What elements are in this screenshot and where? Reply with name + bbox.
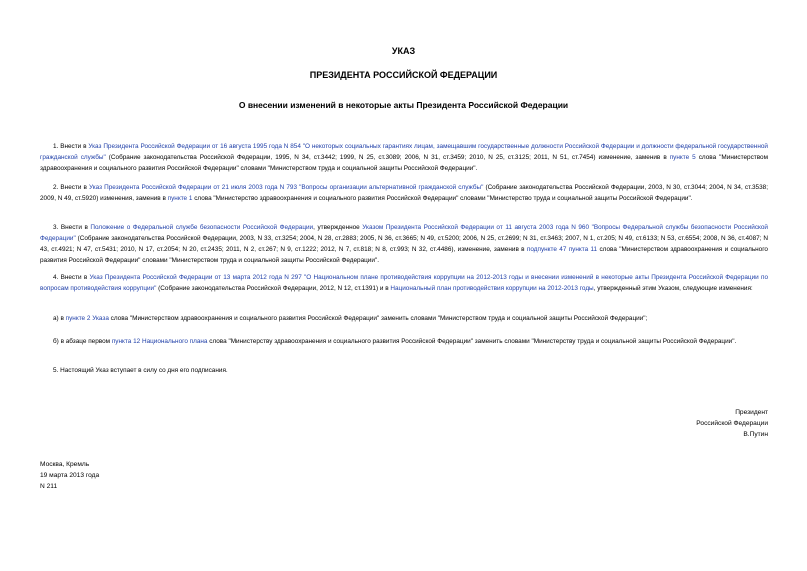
meta-number: N 211	[40, 483, 58, 491]
item-4-text-c: , утвержденный этим Указом, следующие изменения:	[593, 285, 753, 293]
item-4b-text-b: слова "Министерству здравоохранения и социального развития Российской Федерации" заменить словами "Министерству труда и социальной защиты Российской Федерации".	[207, 338, 737, 345]
meta-date: 19 марта 2013 года	[40, 472, 100, 480]
item-3-paragraph	[40, 222, 768, 266]
item-5-text: 5. Настоящий Указ вступает в силу со дня его подписания.	[53, 367, 228, 374]
item-1-text-a: 1. Внести в	[53, 143, 89, 150]
item-2-link-decree-793[interactable]: Указ Президента Российской Федерации от 21 июля 2003 года N 793 "Вопросы организации альтернативной гражданской службы"	[88, 184, 484, 191]
item-4-link-national-plan[interactable]: Национальный план противодействия коррупции на 2012-2013 годы	[390, 285, 594, 293]
item-4a-text-b: слова "Министерством здравоохранения и социального развития Российской Федерации" заменить словами "Министерством труда и социальной защиты Российской Федерации";	[108, 315, 648, 322]
doc-title: УКАЗ	[391, 46, 416, 56]
item-2-link-point-1[interactable]: пункте 1	[167, 195, 193, 203]
signature-name: В.Путин	[743, 431, 768, 439]
item-3-link-decree-960[interactable]: Указом Президента Российской Федерации от 11 августа 2003 года N 960 "Вопросы Федеральной службы безопасности Российской Федерации"	[40, 224, 769, 243]
doc-issuer: ПРЕЗИДЕНТА РОССИЙСКОЙ ФЕДЕРАЦИИ	[309, 70, 498, 80]
item-4-link-decree-297[interactable]: Указ Президента Российской Федерации от 13 марта 2012 года N 297 "О Национальном плане противодействия коррупции на 2012-2013 годы и внесении изменений в некоторые акты Президента Российской Федерации по вопросам противодействия коррупции"	[40, 274, 768, 293]
item-4-paragraph	[40, 272, 768, 294]
item-3-text-c: (Собрание законодательства Российской Федерации, 2003, N 33, ст.3254; 2004, N 28, ст.2883; 2005, N 36, ст.3665; N 49, ст.5200; 2006, N 25, ст.2699; N 31, ст.3463; 2007, N 1, ст.205; N 49, ст.6133; N 53, ст.6554; 2008, N 36, ст.4087; N 43, ст.4921; N 47, ст.5431; 2010, N 17, ст.2054; N 20, ст.2435; 2011, N 2, ст.267; N 9, ст.1222; 2012, N 7, ст.818; N 8, ст.993; N 32, ст.4486), изменение, заменив в	[40, 235, 768, 254]
item-3-link-fsb-regulation[interactable]: Положение о Федеральной службе безопасности Российской Федерации	[90, 224, 314, 231]
item-4b-paragraph	[40, 336, 768, 347]
item-2-text-a: 2. Внести в	[53, 184, 89, 191]
item-3-text-d: слова "Министерством здравоохранения и социального развития Российской Федерации" словами "Министерством труда и социальной защиты Российской Федерации".	[40, 246, 768, 265]
item-1-link-point-5[interactable]: пункте 5	[669, 154, 696, 162]
signature-country: Российской Федерации	[696, 420, 768, 428]
document-meta	[40, 459, 99, 493]
item-4-text-b: (Собрание законодательства Российской Федерации, 2012, N 12, ст.1391) и в	[156, 285, 391, 293]
doc-subject: О внесении изменений в некоторые акты Президента Российской Федерации	[238, 100, 569, 110]
item-1-text-c: слова "Министерством здравоохранения и социального развития Российской Федерации" словами "Министерством труда и социальной защиты Российской Федерации".	[40, 154, 768, 173]
item-3-text-a: 3. Внести в	[53, 224, 91, 231]
meta-place: Москва, Кремль	[40, 461, 90, 468]
item-3-link-subpoint-47[interactable]: подпункте 47 пункта 11	[526, 246, 598, 254]
item-3-text-b: , утвержденное	[313, 224, 363, 231]
item-1-text-b: (Собрание законодательства Российской Федерации, 1995, N 34, ст.3442; 1999, N 25, ст.3089; 2006, N 31, ст.3459; 2010, N 25, ст.3125; 2011, N 51, ст.7454) изменение, заменив в	[105, 154, 670, 162]
item-4a-paragraph	[40, 313, 768, 324]
item-2-paragraph	[40, 182, 768, 204]
item-1-link-decree-854[interactable]: Указ Президента Российской Федерации от 16 августа 1995 года N 854 "О некоторых социальных гарантиях лицам, замещавшим государственные должности Российской Федерации и должности федеральной государственной гражданской службы"	[40, 143, 768, 162]
item-4a-text-a: а) в	[53, 315, 66, 322]
item-4b-link-point-12[interactable]: пункта 12 Национального плана	[111, 338, 208, 345]
signature-block	[600, 407, 768, 441]
item-4-text-a: 4. Внести в	[53, 274, 90, 281]
item-2-text-b: (Собрание законодательства Российской Федерации, 2003, N 30, ст.3044; 2004, N 34, ст.3538; 2009, N 49, ст.5920) изменения, заменив в	[40, 184, 768, 203]
item-4b-text-a: б) в абзаце первом	[53, 338, 112, 345]
signature-title: Президент	[735, 409, 768, 416]
item-2-text-c: слова "Министерство здравоохранения и социального развития Российской Федерации" словами "Министерство труда и социальной защиты Российской Федерации".	[192, 195, 693, 203]
item-1-paragraph	[40, 141, 768, 174]
item-4a-link-point-2[interactable]: пункте 2 Указа	[65, 315, 109, 322]
item-5-paragraph	[40, 365, 768, 376]
